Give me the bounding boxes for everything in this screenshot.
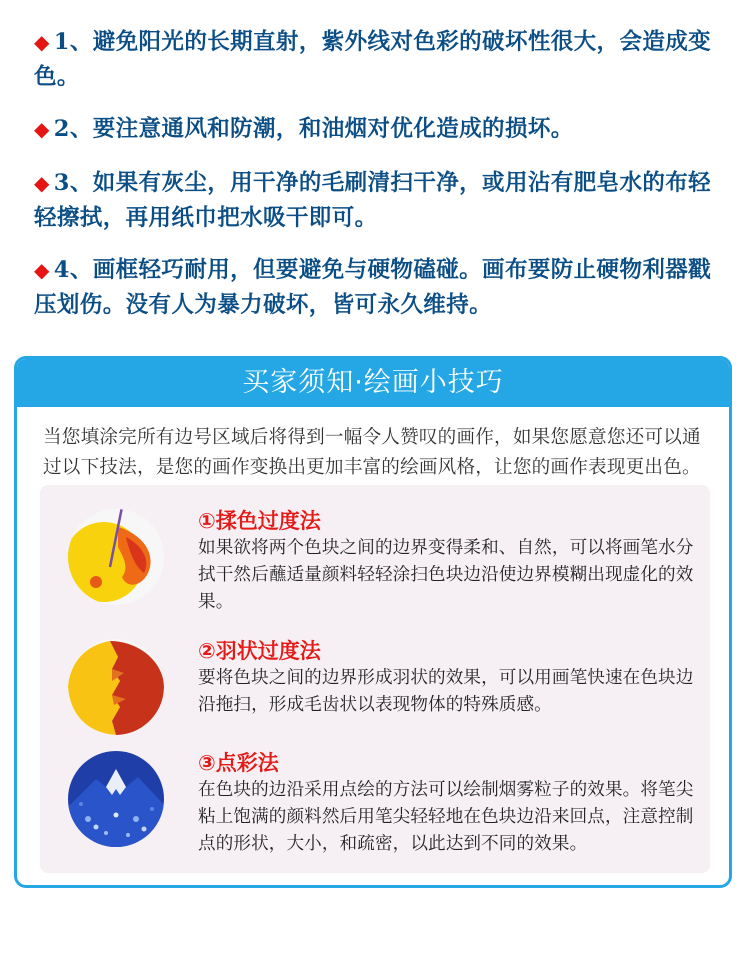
technique-title: ①揉色过度法: [198, 509, 321, 533]
care-tip-text: 4、画框轻巧耐用，但要避免与硬物磕碰。画布要防止硬物利器戳压划伤。没有人为暴力破坏，皆可永久维持。: [34, 257, 712, 318]
diamond-icon: ◆: [34, 117, 50, 141]
technique-description: 如果欲将两个色块之间的边界变得柔和、自然，可以将画笔水分拭干然后蘸适量颜料轻轻涂扫色块边沿使边界模糊出现虚化的效果。: [198, 538, 694, 612]
color-blend-sample-icon: [66, 507, 166, 607]
techniques-panel: [40, 485, 710, 873]
diamond-icon: ◆: [34, 258, 50, 282]
care-tip-text: 3、如果有灰尘，用干净的毛刷清扫干净，或用沾有肥皂水的布轻轻擦拭，再用纸巾把水吸干即可。: [34, 170, 712, 231]
care-tip-text: 2、要注意通风和防潮，和油烟对优化造成的损坏。: [53, 116, 574, 142]
care-tip-text: 1、避免阳光的长期直射，紫外线对色彩的破坏性很大，会造成变色。: [34, 29, 712, 90]
intro-text: 当您填涂完所有边号区域后将得到一幅令人赞叹的画作，如果您愿意您还可以通过以下技法，是您的画作变换出更加丰富的绘画风格，让您的画作表现更出色。: [43, 427, 701, 478]
diamond-icon: ◆: [34, 171, 50, 195]
feather-blend-sample-icon: [66, 637, 166, 737]
care-tip-2: [34, 112, 714, 147]
diamond-icon: ◆: [34, 30, 50, 54]
card-header: 买家须知·绘画小技巧: [17, 359, 729, 407]
care-tip-1: [34, 25, 714, 95]
painting-tips-card: [14, 356, 732, 888]
technique-description: 在色块的边沿采用点绘的方法可以绘制烟雾粒子的效果。将笔尖粘上饱满的颜料然后用笔尖轻轻地在色块边沿来回点，注意控制点的形状，大小，和疏密，以此达到不同的效果。: [198, 780, 694, 854]
care-tip-3: [34, 166, 714, 236]
pointillism-sample-icon: [66, 749, 166, 849]
technique-title: ③点彩法: [198, 751, 279, 775]
technique-description: 要将色块之间的边界形成羽状的效果，可以用画笔快速在色块边沿拖扫，形成毛齿状以表现物体的特殊质感。: [198, 668, 694, 715]
technique-title: ②羽状过度法: [198, 639, 321, 663]
care-tip-4: [34, 253, 714, 323]
